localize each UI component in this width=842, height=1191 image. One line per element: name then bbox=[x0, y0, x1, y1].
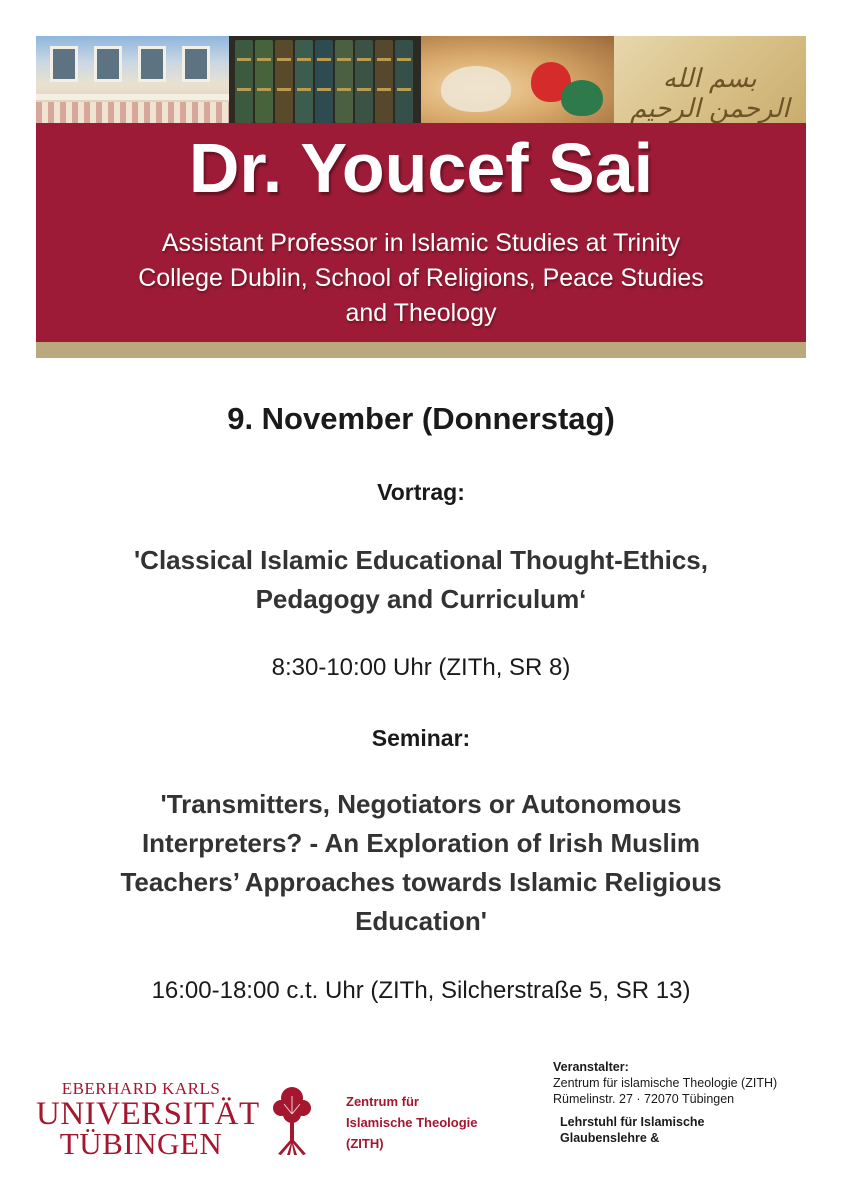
organizer-name: Zentrum für islamische Theologie (ZITH) bbox=[553, 1076, 778, 1090]
organizer-block bbox=[553, 1059, 778, 1145]
organizer-chair-line: Lehrstuhl für Islamische bbox=[560, 1115, 705, 1129]
calligraphy-image bbox=[614, 36, 807, 123]
zith-name-line: Zentrum für bbox=[346, 1094, 419, 1109]
seminar-title-line: Interpreters? - An Exploration of Irish Muslim bbox=[141, 828, 701, 858]
books-photo bbox=[229, 36, 422, 123]
zith-name-line: Islamische Theologie bbox=[346, 1115, 478, 1130]
panel-accent-bar bbox=[36, 342, 806, 358]
tree-icon bbox=[272, 1084, 312, 1156]
seminar-title-line: 'Transmitters, Negotiators or Autonomous bbox=[160, 789, 682, 819]
lecture-title-line: 'Classical Islamic Educational Thought-Ethics, bbox=[134, 545, 708, 575]
speaker-title-line: and Theology bbox=[345, 299, 497, 327]
zith-name-line: (ZITH) bbox=[346, 1136, 384, 1151]
header-banner bbox=[36, 36, 806, 123]
seminar-title-line: Education' bbox=[355, 906, 487, 936]
zith-name bbox=[346, 1091, 478, 1154]
building-photo bbox=[36, 36, 229, 123]
speaker-title-line: Assistant Professor in Islamic Studies at Trinity bbox=[161, 229, 681, 257]
event-date: 9. November (Donnerstag) bbox=[227, 401, 615, 436]
organizer-label: Veranstalter: bbox=[553, 1060, 629, 1074]
lecture-title bbox=[40, 541, 802, 619]
lecture-title-line: Pedagogy and Curriculum‘ bbox=[255, 584, 587, 614]
seminar-title bbox=[40, 785, 802, 941]
organizer-address: Rümelinstr. 27 · 72070 Tübingen bbox=[553, 1092, 735, 1106]
university-logo-line: EBERHARD KARLS bbox=[61, 1079, 221, 1098]
university-logo-line: TÜBINGEN bbox=[59, 1126, 223, 1161]
organizer-chair bbox=[560, 1114, 704, 1146]
seminar-title-line: Teachers’ Approaches towards Islamic Religious bbox=[120, 867, 722, 897]
calligraphy-text: بسم الله الرحمن الرحيم bbox=[630, 64, 790, 123]
university-logo bbox=[36, 1079, 260, 1161]
dervish-photo bbox=[421, 36, 614, 123]
seminar-time: 16:00-18:00 c.t. Uhr (ZITh, Silcherstraße 5, SR 13) bbox=[151, 977, 691, 1004]
lecture-time: 8:30-10:00 Uhr (ZITh, SR 8) bbox=[271, 654, 571, 681]
organizer-chair-line: Glaubenslehre & bbox=[560, 1131, 660, 1145]
university-logo-line: UNIVERSITÄT bbox=[36, 1096, 260, 1132]
speaker-title bbox=[60, 226, 782, 331]
seminar-label: Seminar: bbox=[371, 725, 471, 751]
speaker-name: Dr. Youcef Sai bbox=[188, 129, 654, 207]
lecture-label: Vortrag: bbox=[377, 479, 465, 505]
speaker-title-line: College Dublin, School of Religions, Peace Studies bbox=[138, 264, 704, 292]
